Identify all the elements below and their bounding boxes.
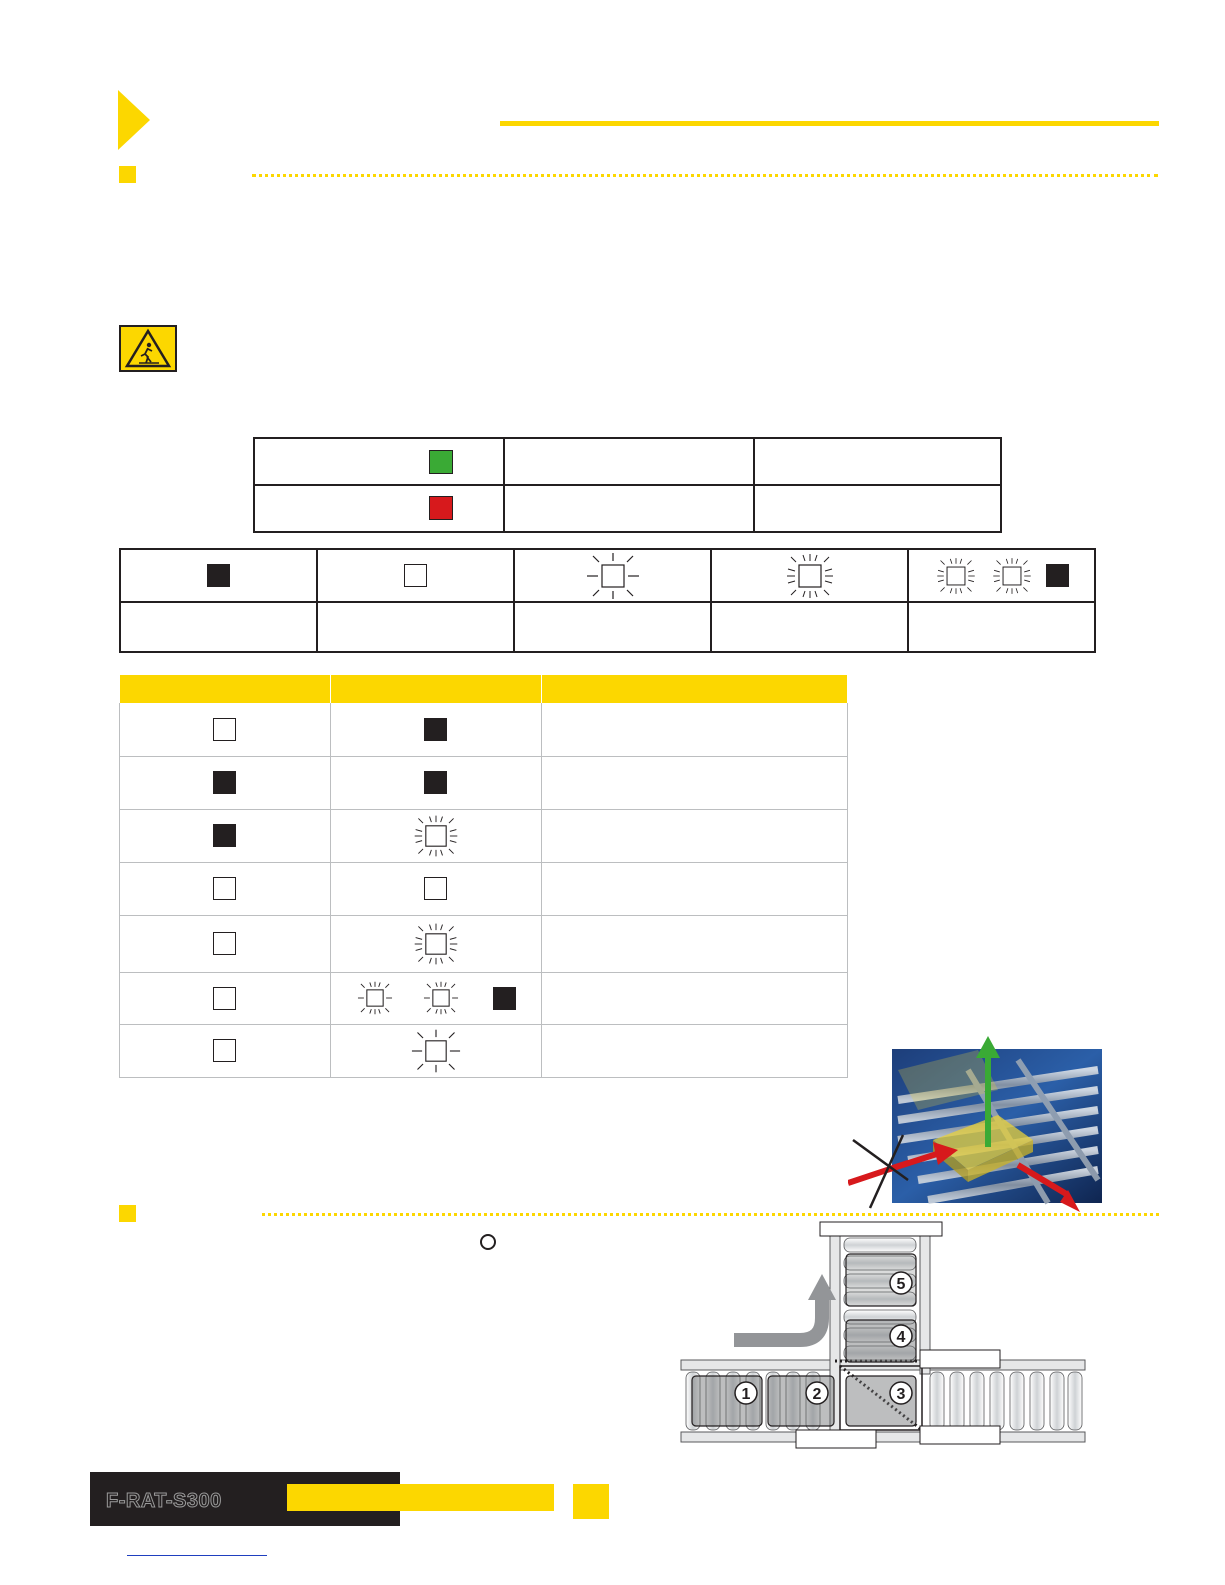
diagram-label: 4 (896, 1329, 906, 1346)
table-cell (504, 485, 754, 532)
subsection-marker (119, 1205, 136, 1222)
transfer-diagram (680, 1218, 1090, 1450)
table-cell (330, 862, 541, 915)
led-off-icon (213, 771, 236, 794)
table-cell (120, 756, 331, 809)
page-number-box (573, 1484, 609, 1519)
table-header-row (120, 675, 848, 703)
table-cell (330, 915, 541, 972)
table-cell (908, 602, 1095, 652)
product-photo (848, 1030, 1103, 1225)
table-cell (120, 549, 317, 602)
led-on-icon (213, 932, 236, 955)
table-cell (330, 809, 541, 862)
table-cell (541, 1024, 848, 1077)
subsection-marker (119, 166, 136, 183)
led-fast-blink-icon (934, 554, 978, 598)
table-row (120, 549, 1095, 602)
table-row (120, 756, 848, 809)
subsection-divider (262, 1213, 1159, 1216)
led-fast-blink-icon (783, 552, 837, 600)
header-rule (500, 121, 1159, 126)
led-fast-blink-icon (421, 980, 461, 1016)
led-blink-icon (411, 1028, 461, 1074)
led-fast-blink-icon (990, 554, 1034, 598)
table-cell (120, 809, 331, 862)
table-cell (330, 972, 541, 1024)
table-cell (541, 703, 848, 756)
table-row (120, 915, 848, 972)
table-cell (120, 1024, 331, 1077)
table-cell (330, 703, 541, 756)
table-cell (541, 809, 848, 862)
diagram-label: 1 (741, 1386, 751, 1403)
table-cell (317, 602, 514, 652)
table-cell (541, 972, 848, 1024)
table-cell (504, 438, 754, 485)
table-cell (120, 602, 317, 652)
footer-link[interactable] (127, 1555, 267, 1556)
table-row (254, 438, 1001, 485)
table-cell (120, 972, 331, 1024)
led-on-icon (213, 718, 236, 741)
table-cell (541, 862, 848, 915)
subsection-divider (252, 174, 1158, 177)
table-cell (754, 438, 1001, 485)
circle-icon (480, 1234, 496, 1250)
green-indicator-icon (429, 450, 453, 474)
table-row (120, 602, 1095, 652)
red-indicator-icon (429, 496, 453, 520)
footer-bar (287, 1484, 554, 1511)
table-cell (514, 602, 711, 652)
table-cell (754, 485, 1001, 532)
led-fast-blink-icon (355, 980, 395, 1016)
led-off-icon (424, 718, 447, 741)
diagram-label: 3 (896, 1386, 906, 1403)
table-row (120, 703, 848, 756)
diagram-label: 5 (896, 1276, 906, 1293)
column-header (541, 675, 848, 703)
led-off-icon (424, 771, 447, 794)
led-fast-blink-icon (411, 921, 461, 967)
led-on-icon (404, 564, 427, 587)
table-cell (541, 756, 848, 809)
led-fast-blink-icon (411, 813, 461, 859)
table-row (254, 485, 1001, 532)
status-color-table (253, 437, 1002, 533)
table-cell (317, 549, 514, 602)
led-legend-table (119, 548, 1096, 653)
table-cell (541, 915, 848, 972)
table-cell (120, 915, 331, 972)
table-cell (330, 1024, 541, 1077)
section-chevron-icon (118, 90, 150, 150)
table-cell (254, 438, 504, 485)
product-code: F-RAT-S300 (106, 1490, 222, 1512)
table-cell (908, 549, 1095, 602)
table-row (120, 972, 848, 1024)
table-cell (711, 602, 908, 652)
column-header (120, 675, 331, 703)
diagram-label: 2 (812, 1386, 822, 1403)
led-blink-icon (586, 552, 640, 600)
status-matrix-table (119, 675, 848, 1078)
table-cell (254, 485, 504, 532)
table-cell (120, 703, 331, 756)
table-cell (120, 862, 331, 915)
table-cell (330, 756, 541, 809)
led-off-icon (207, 564, 230, 587)
table-row (120, 809, 848, 862)
warning-sign-icon (119, 325, 177, 372)
led-on-icon (213, 877, 236, 900)
table-cell (514, 549, 711, 602)
table-row (120, 862, 848, 915)
led-off-icon (493, 987, 516, 1010)
led-on-icon (213, 987, 236, 1010)
table-cell (711, 549, 908, 602)
led-on-icon (213, 1039, 236, 1062)
led-off-icon (213, 824, 236, 847)
led-off-icon (1046, 564, 1069, 587)
column-header (330, 675, 541, 703)
led-on-icon (424, 877, 447, 900)
table-row (120, 1024, 848, 1077)
